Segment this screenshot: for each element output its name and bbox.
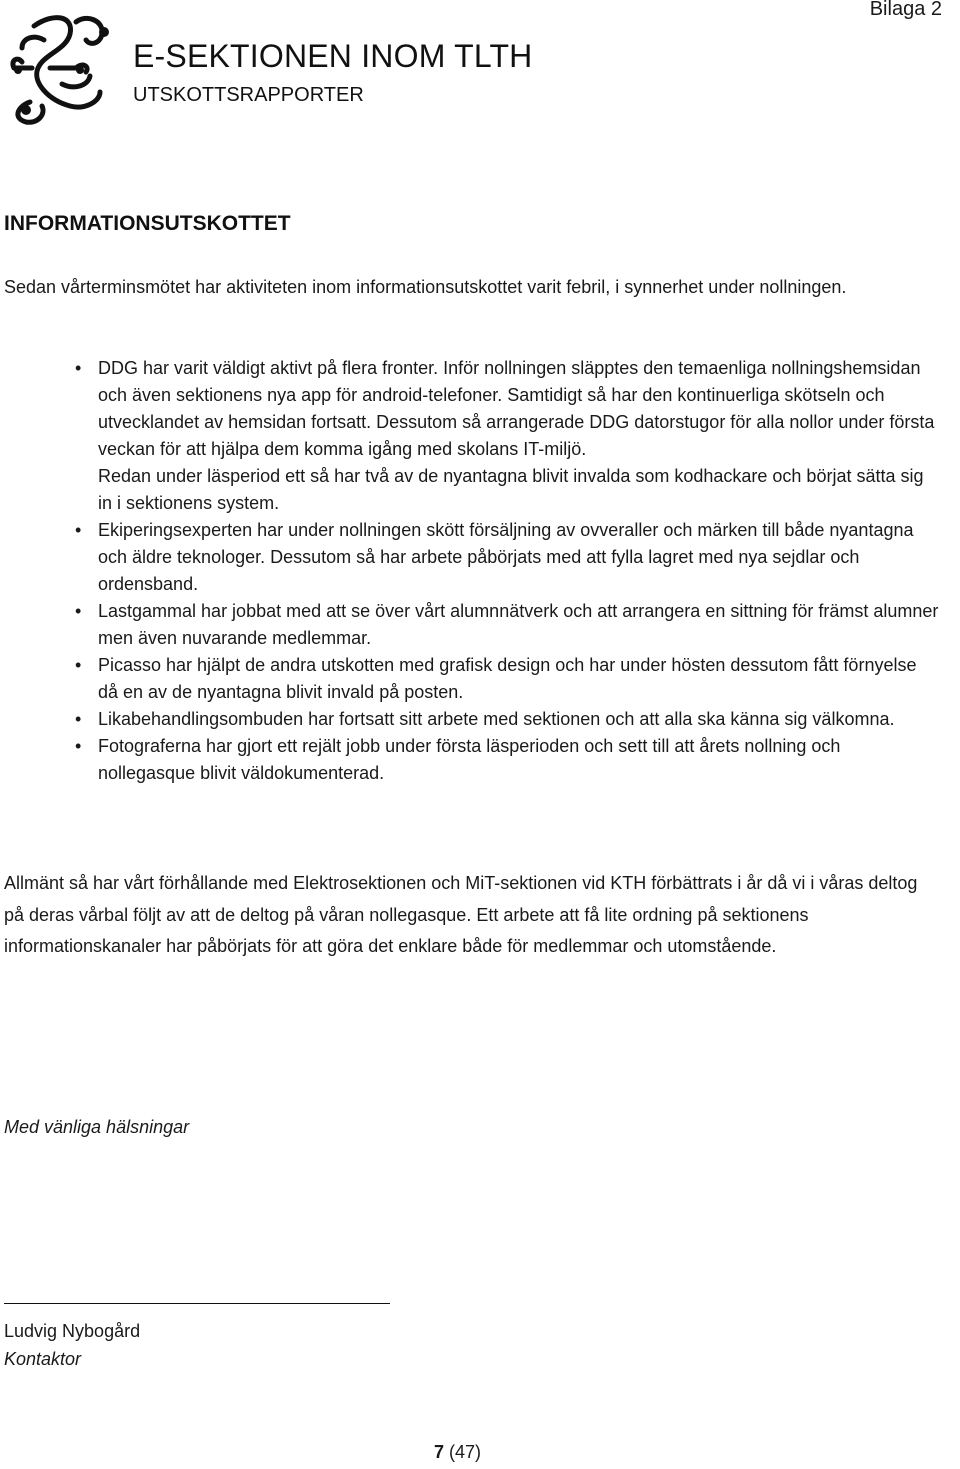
section-heading: INFORMATIONSUTSKOTTET <box>4 212 291 235</box>
closing-greeting: Med vänliga hälsningar <box>4 1117 190 1137</box>
bullet-list <box>0 355 940 787</box>
total-pages: (47) <box>449 1442 482 1462</box>
bullet-icon: • <box>75 520 82 540</box>
list-item <box>0 517 940 598</box>
list-item <box>0 652 940 706</box>
page-number <box>434 1442 481 1463</box>
signature-line <box>4 1303 390 1304</box>
bullet-icon: • <box>75 601 82 621</box>
bullet-icon: • <box>75 358 82 378</box>
list-item-text: Ekiperingsexperten har under nollningen skött försäljning av ovveraller och märken till både nyantagna och äldre teknologer. Dessutom så har arbete påbörjats med att fylla lagret med nya sejdlar och ordensband. <box>98 520 914 594</box>
summary-paragraph: Allmänt så har vårt förhållande med Elektrosektionen och MiT-sektionen vid KTH förbättrats i år då vi i våras deltog på deras vårbal följt av att de deltog på våran nollegasque. Ett arbete att få lite ordning på sektionens informationskanaler har påbörjats för att göra det enklare både för medlemmar och utomstående. <box>4 873 918 956</box>
list-item <box>0 355 940 517</box>
list-item-text: Picasso har hjälpt de andra utskotten med grafisk design och har under hösten dessutom fått förnyelse då en av de nyantagna blivit invald på posten. <box>98 655 917 702</box>
list-item <box>0 733 940 787</box>
bullet-icon: • <box>75 709 82 729</box>
document-subtitle: UTSKOTTSRAPPORTER <box>133 84 364 106</box>
organization-name: E-SEKTIONEN INOM TLTH <box>133 38 533 74</box>
list-item-text: Lastgammal har jobbat med att se över vårt alumnnätverk och att arrangera en sittning för främst alumner men även nuvarande medlemmar. <box>98 601 939 648</box>
section-logo <box>4 10 112 126</box>
list-item <box>0 598 940 652</box>
appendix-label: Bilaga 2 <box>869 0 942 20</box>
signatory-name: Ludvig Nybogård <box>4 1321 141 1341</box>
bullet-icon: • <box>75 736 82 756</box>
signatory-role: Kontaktor <box>4 1349 82 1369</box>
list-item <box>0 706 940 733</box>
list-item-text: DDG har varit väldigt aktivt på flera fronter. Inför nollningen släpptes den temaenliga nollningshemsidan och även sektionens nya app för android-telefoner. Samtidigt så har den kontinuerliga skötseln och utvecklandet av hemsidan fortsatt. Dessutom så arrangerade DDG datorstugor för alla nollor under första veckan för att hjälpa dem komma igång med skolans IT-miljö. <box>98 358 935 459</box>
bullet-icon: • <box>75 655 82 675</box>
current-page: 7 <box>434 1442 445 1462</box>
list-item-text: Likabehandlingsombuden har fortsatt sitt arbete med sektionen och att alla ska känna sig välkomna. <box>98 709 895 729</box>
list-item-extra-text: Redan under läsperiod ett så har två av de nyantagna blivit invalda som kodhackare och börjat sätta sig in i sektionens system. <box>98 466 924 513</box>
list-item-text: Fotograferna har gjort ett rejält jobb under första läsperioden och sett till att årets nollning och nollegasque blivit väldokumenterad. <box>98 736 841 783</box>
intro-paragraph: Sedan vårterminsmötet har aktiviteten inom informationsutskottet varit febril, i synnerhet under nollningen. <box>4 277 847 297</box>
